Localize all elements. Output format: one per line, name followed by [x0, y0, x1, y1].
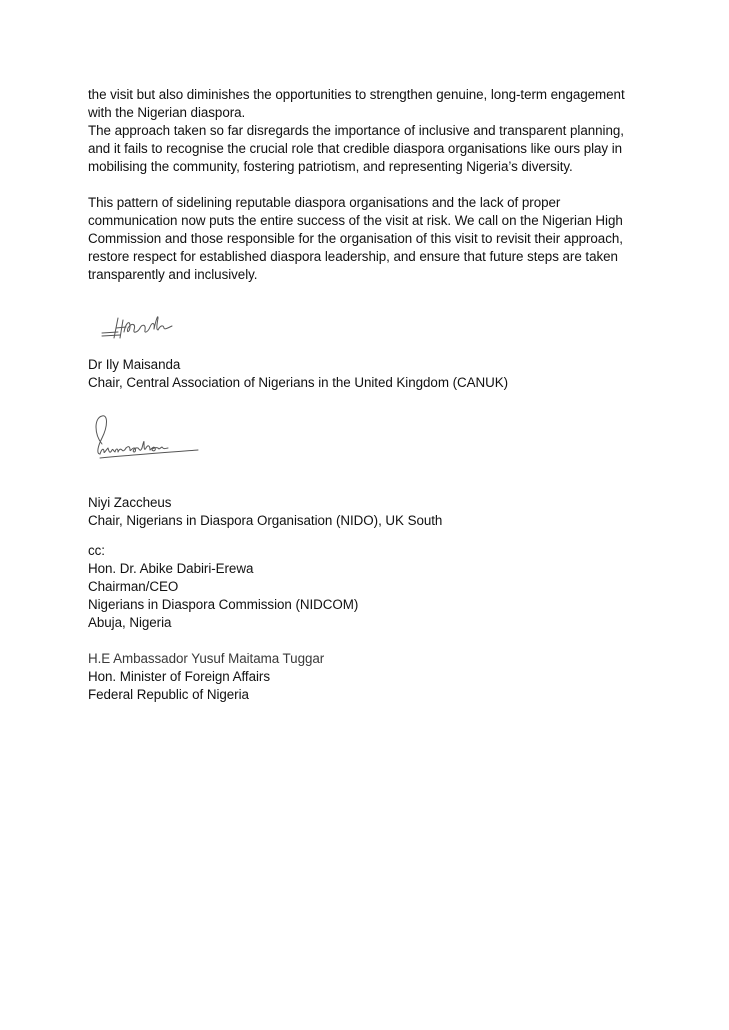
signatory-2-title: Chair, Nigerians in Diaspora Organisation (NIDO), UK South	[88, 513, 443, 528]
paragraph-line: the visit but also diminishes the opportunities to strengthen genuine, long-term engagement	[88, 87, 625, 102]
paragraph-line: mobilising the community, fostering patriotism, and representing Nigeria’s diversity.	[88, 159, 573, 174]
cc-label: cc:	[88, 543, 105, 558]
paragraph-line: The approach taken so far disregards the importance of inclusive and transparent planning,	[88, 123, 624, 138]
cc-line: H.E Ambassador Yusuf Maitama Tuggar	[88, 651, 325, 666]
signature-maisanda	[100, 312, 180, 342]
paragraph-line: communication now puts the entire success of the visit at risk. We call on the Nigerian High	[88, 213, 623, 228]
paragraph-line: Commission and those responsible for the organisation of this visit to revisit their approach,	[88, 231, 623, 246]
paragraph-line: This pattern of sidelining reputable diaspora organisations and the lack of proper	[88, 195, 561, 210]
signatory-1-title: Chair, Central Association of Nigerians in the United Kingdom (CANUK)	[88, 375, 509, 390]
cc-line: Hon. Dr. Abike Dabiri-Erewa	[88, 561, 254, 576]
signature-zaccheus	[92, 414, 202, 460]
paragraph-line: transparently and inclusively.	[88, 267, 258, 282]
paragraph-line: with the Nigerian diaspora.	[88, 105, 246, 120]
cc-line: Federal Republic of Nigeria	[88, 687, 249, 702]
cc-line: Hon. Minister of Foreign Affairs	[88, 669, 270, 684]
signatory-2-name: Niyi Zaccheus	[88, 495, 172, 510]
paragraph-line: restore respect for established diaspora leadership, and ensure that future steps are taken	[88, 249, 618, 264]
paragraph-line: and it fails to recognise the crucial role that credible diaspora organisations like ours play in	[88, 141, 623, 156]
cc-line: Chairman/CEO	[88, 579, 179, 594]
cc-line: Abuja, Nigeria	[88, 615, 172, 630]
signatory-1-name: Dr Ily Maisanda	[88, 357, 181, 372]
cc-line: Nigerians in Diaspora Commission (NIDCOM)	[88, 597, 359, 612]
